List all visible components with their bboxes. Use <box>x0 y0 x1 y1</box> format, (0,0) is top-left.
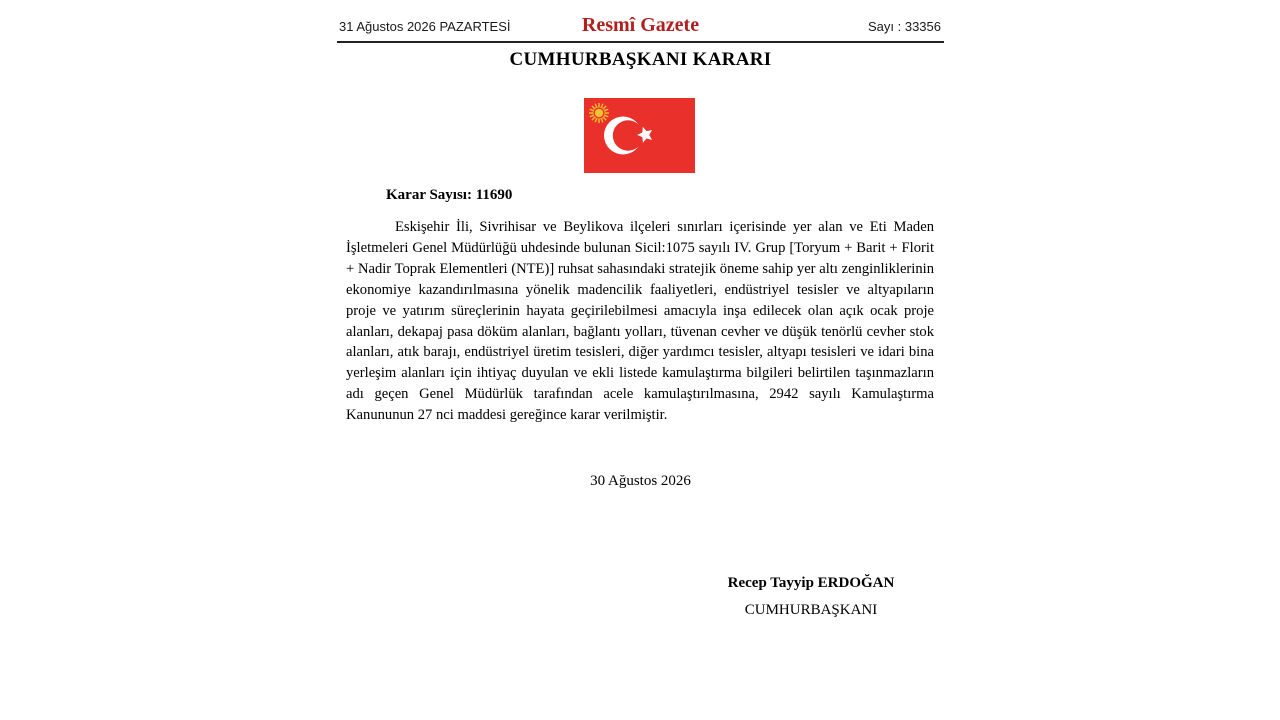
decision-date: 30 Ağustos 2026 <box>590 473 691 489</box>
decision-body-text: Eskişehir İli, Sivrihisar ve Beylikova ilçeleri sınırları içerisinde yer alan ve Eti Maden İşletmeleri Genel Müdürlüğü uhdesinde bulunan Sicil:1075 sayılı IV. Grup [Toryum + Barit + Florit + Nadir Toprak Elementleri (NTE)] ruhsat sahasındaki stratejik öneme sahip yer altı zenginliklerinin ekonomiye kazandırılmasına yönelik madencilik faaliyetleri, endüstriyel tesisler ve altyapıların proje ve yatırım süreçlerinin hayata geçirilebilmesi amacıyla inşa edilecek olan açık ocak proje alanları, dekapaj pasa döküm alanları, bağlantı yolları, tüvenan cevher ve düşük tenörlü cevher stok alanları, atık barajı, endüstriyel üretim tesisleri, diğer yardımcı tesisler, altyapı tesisleri ve idari bina yerleşim alanları için ihtiyaç duyulan ve ekli listede kamulaştırma bilgileri belirtilen taşınmazların adı geçen Genel Müdürlük tarafından acele kamulaştırılmasına, 2942 sayılı Kamulaştırma Kanununun 27 nci maddesi gereğince karar verilmiştir. <box>346 219 934 424</box>
signatory-title: CUMHURBAŞKANI <box>744 602 878 618</box>
publication-date: 31 Ağustos 2026 PAZARTESİ <box>339 19 511 34</box>
presidential-flag-icon <box>584 98 695 173</box>
signatory-name: Recep Tayyip ERDOĞAN <box>727 575 895 591</box>
header-divider <box>337 41 944 43</box>
decision-number: Karar Sayısı: 11690 <box>386 187 513 203</box>
gazette-header <box>337 14 944 40</box>
gazette-title: Resmî Gazete <box>581 14 700 36</box>
issue-number: Sayı : 33356 <box>868 19 941 34</box>
document-type-heading: CUMHURBAŞKANI KARARI <box>509 49 772 70</box>
